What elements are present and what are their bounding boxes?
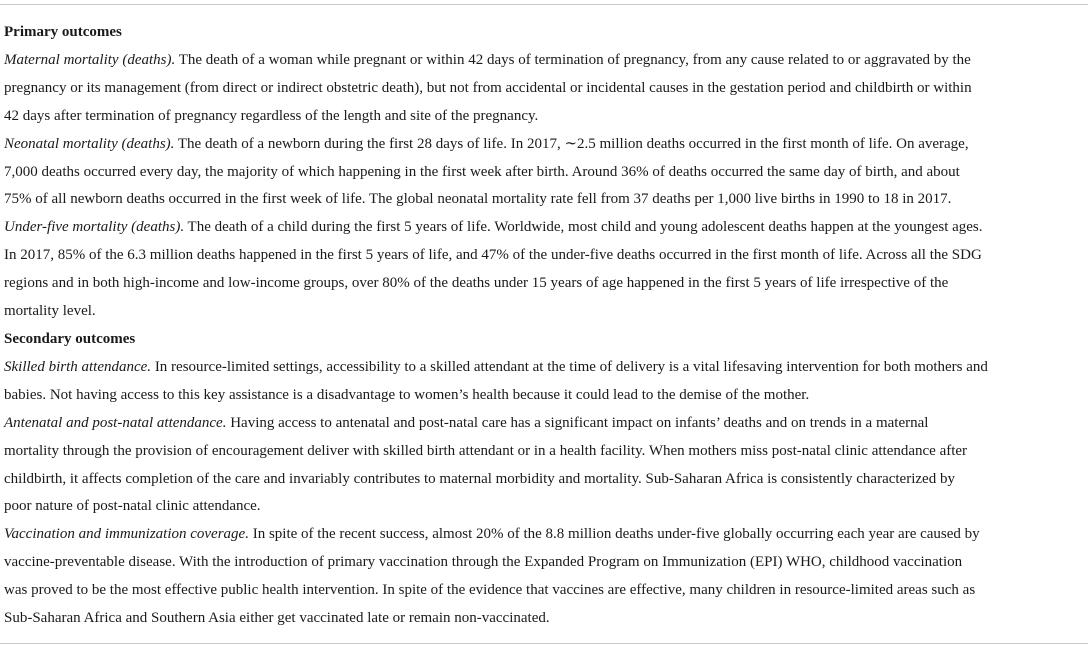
vaccination-coverage-entry [4, 521, 1088, 633]
under-five-mortality-term: Under-five mortality (deaths). [4, 219, 185, 236]
primary-outcomes-heading: Primary outcomes [4, 24, 122, 40]
neonatal-mortality-entry [4, 131, 1088, 215]
maternal-mortality-term: Maternal mortality (deaths). [4, 51, 176, 68]
text-line [4, 131, 1088, 159]
definition-text: poor nature of post-natal clinic attendance. [4, 498, 261, 515]
text-line [4, 47, 1088, 75]
definition-text: mortality through the provision of encouragement deliver with skilled birth attendant or in a health facility. When mothers miss post-natal clinic attendance after [4, 442, 968, 459]
definition-text: childbirth, it affects completion of the care and invariably contributes to maternal morbidity and mortality. Sub-Saharan Africa is consistently characterized by [4, 470, 955, 487]
text-line [4, 410, 1088, 438]
definition-text: 42 days after termination of pregnancy regardless of the length and site of the pregnancy. [4, 107, 539, 124]
definition-text: In 2017, 85% of the 6.3 million deaths happened in the first 5 years of life, and 47% of the under-five deaths occurred in the first month of life. Across all the SDG [4, 247, 982, 264]
text-line [4, 214, 1088, 242]
skilled-birth-attendance-term: Skilled birth attendance. [4, 358, 152, 375]
maternal-mortality-entry [4, 47, 1088, 131]
definition-text: 7,000 deaths occurred every day, the majority of which happening in the first week after birth. Around 36% of deaths occurred the same day of birth, and about [4, 163, 960, 180]
definition-text: In spite of the recent success, almost 20% of the 8.8 million deaths under-five globally occurring each year are caused by [248, 526, 980, 543]
definition-text: The death of a child during the first 5 years of life. Worldwide, most child and young adolescent deaths happen at the youngest ages. [184, 219, 983, 236]
text-line [4, 521, 1088, 549]
definition-text: Having access to antenatal and post-natal care has a significant impact on infants’ deaths and on trends in a maternal [226, 414, 929, 431]
secondary-outcomes-heading: Secondary outcomes [4, 330, 136, 347]
neonatal-mortality-term: Neonatal mortality (deaths). [4, 135, 175, 152]
skilled-birth-attendance-entry [4, 354, 1088, 410]
under-five-mortality-entry [4, 214, 1088, 326]
text-line [4, 354, 1088, 382]
antenatal-attendance-entry [4, 410, 1088, 522]
outcomes-table [0, 4, 1088, 644]
definition-text: pregnancy or its management (from direct or indirect obstetric death), but not from accidental or incidental causes in the gestation period and childbirth or within [4, 79, 972, 96]
definition-text: 75% of all newborn deaths occurred in the first week of life. The global neonatal mortality rate fell from 37 deaths per 1,000 live births in 1990 to 18 in 2017. [4, 191, 952, 208]
definition-text: The death of a newborn during the first 28 days of life. In 2017, ∼2.5 million deaths occurred in the first month of life. On average, [174, 135, 969, 152]
definition-text: vaccine-preventable disease. With the introduction of primary vaccination through the Expanded Program on Immunization (EPI) WHO, childhood vaccination [4, 554, 963, 571]
definition-text: Sub-Saharan Africa and Southern Asia either get vaccinated late or remain non-vaccinated. [4, 610, 550, 627]
definition-text: In resource-limited settings, accessibility to a skilled attendant at the time of delivery is a vital lifesaving intervention for both mothers and [151, 358, 988, 375]
definition-text: The death of a woman while pregnant or within 42 days of termination of pregnancy, from any cause related to or aggravated by the [175, 51, 971, 68]
definition-text: mortality level. [4, 303, 96, 320]
definition-text: regions and in both high-income and low-income groups, over 80% of the deaths under 15 years of age happened in the first 5 years of life irrespective of the [4, 275, 949, 292]
definition-text: babies. Not having access to this key assistance is a disadvantage to women’s health because it could lead to the demise of the mother. [4, 386, 810, 403]
vaccination-coverage-term: Vaccination and immunization coverage. [4, 526, 249, 543]
antenatal-attendance-term: Antenatal and post-natal attendance. [4, 414, 227, 431]
definition-text: was proved to be the most effective public health intervention. In spite of the evidence that vaccines are effective, many children in resource-limited areas such as [4, 582, 976, 599]
